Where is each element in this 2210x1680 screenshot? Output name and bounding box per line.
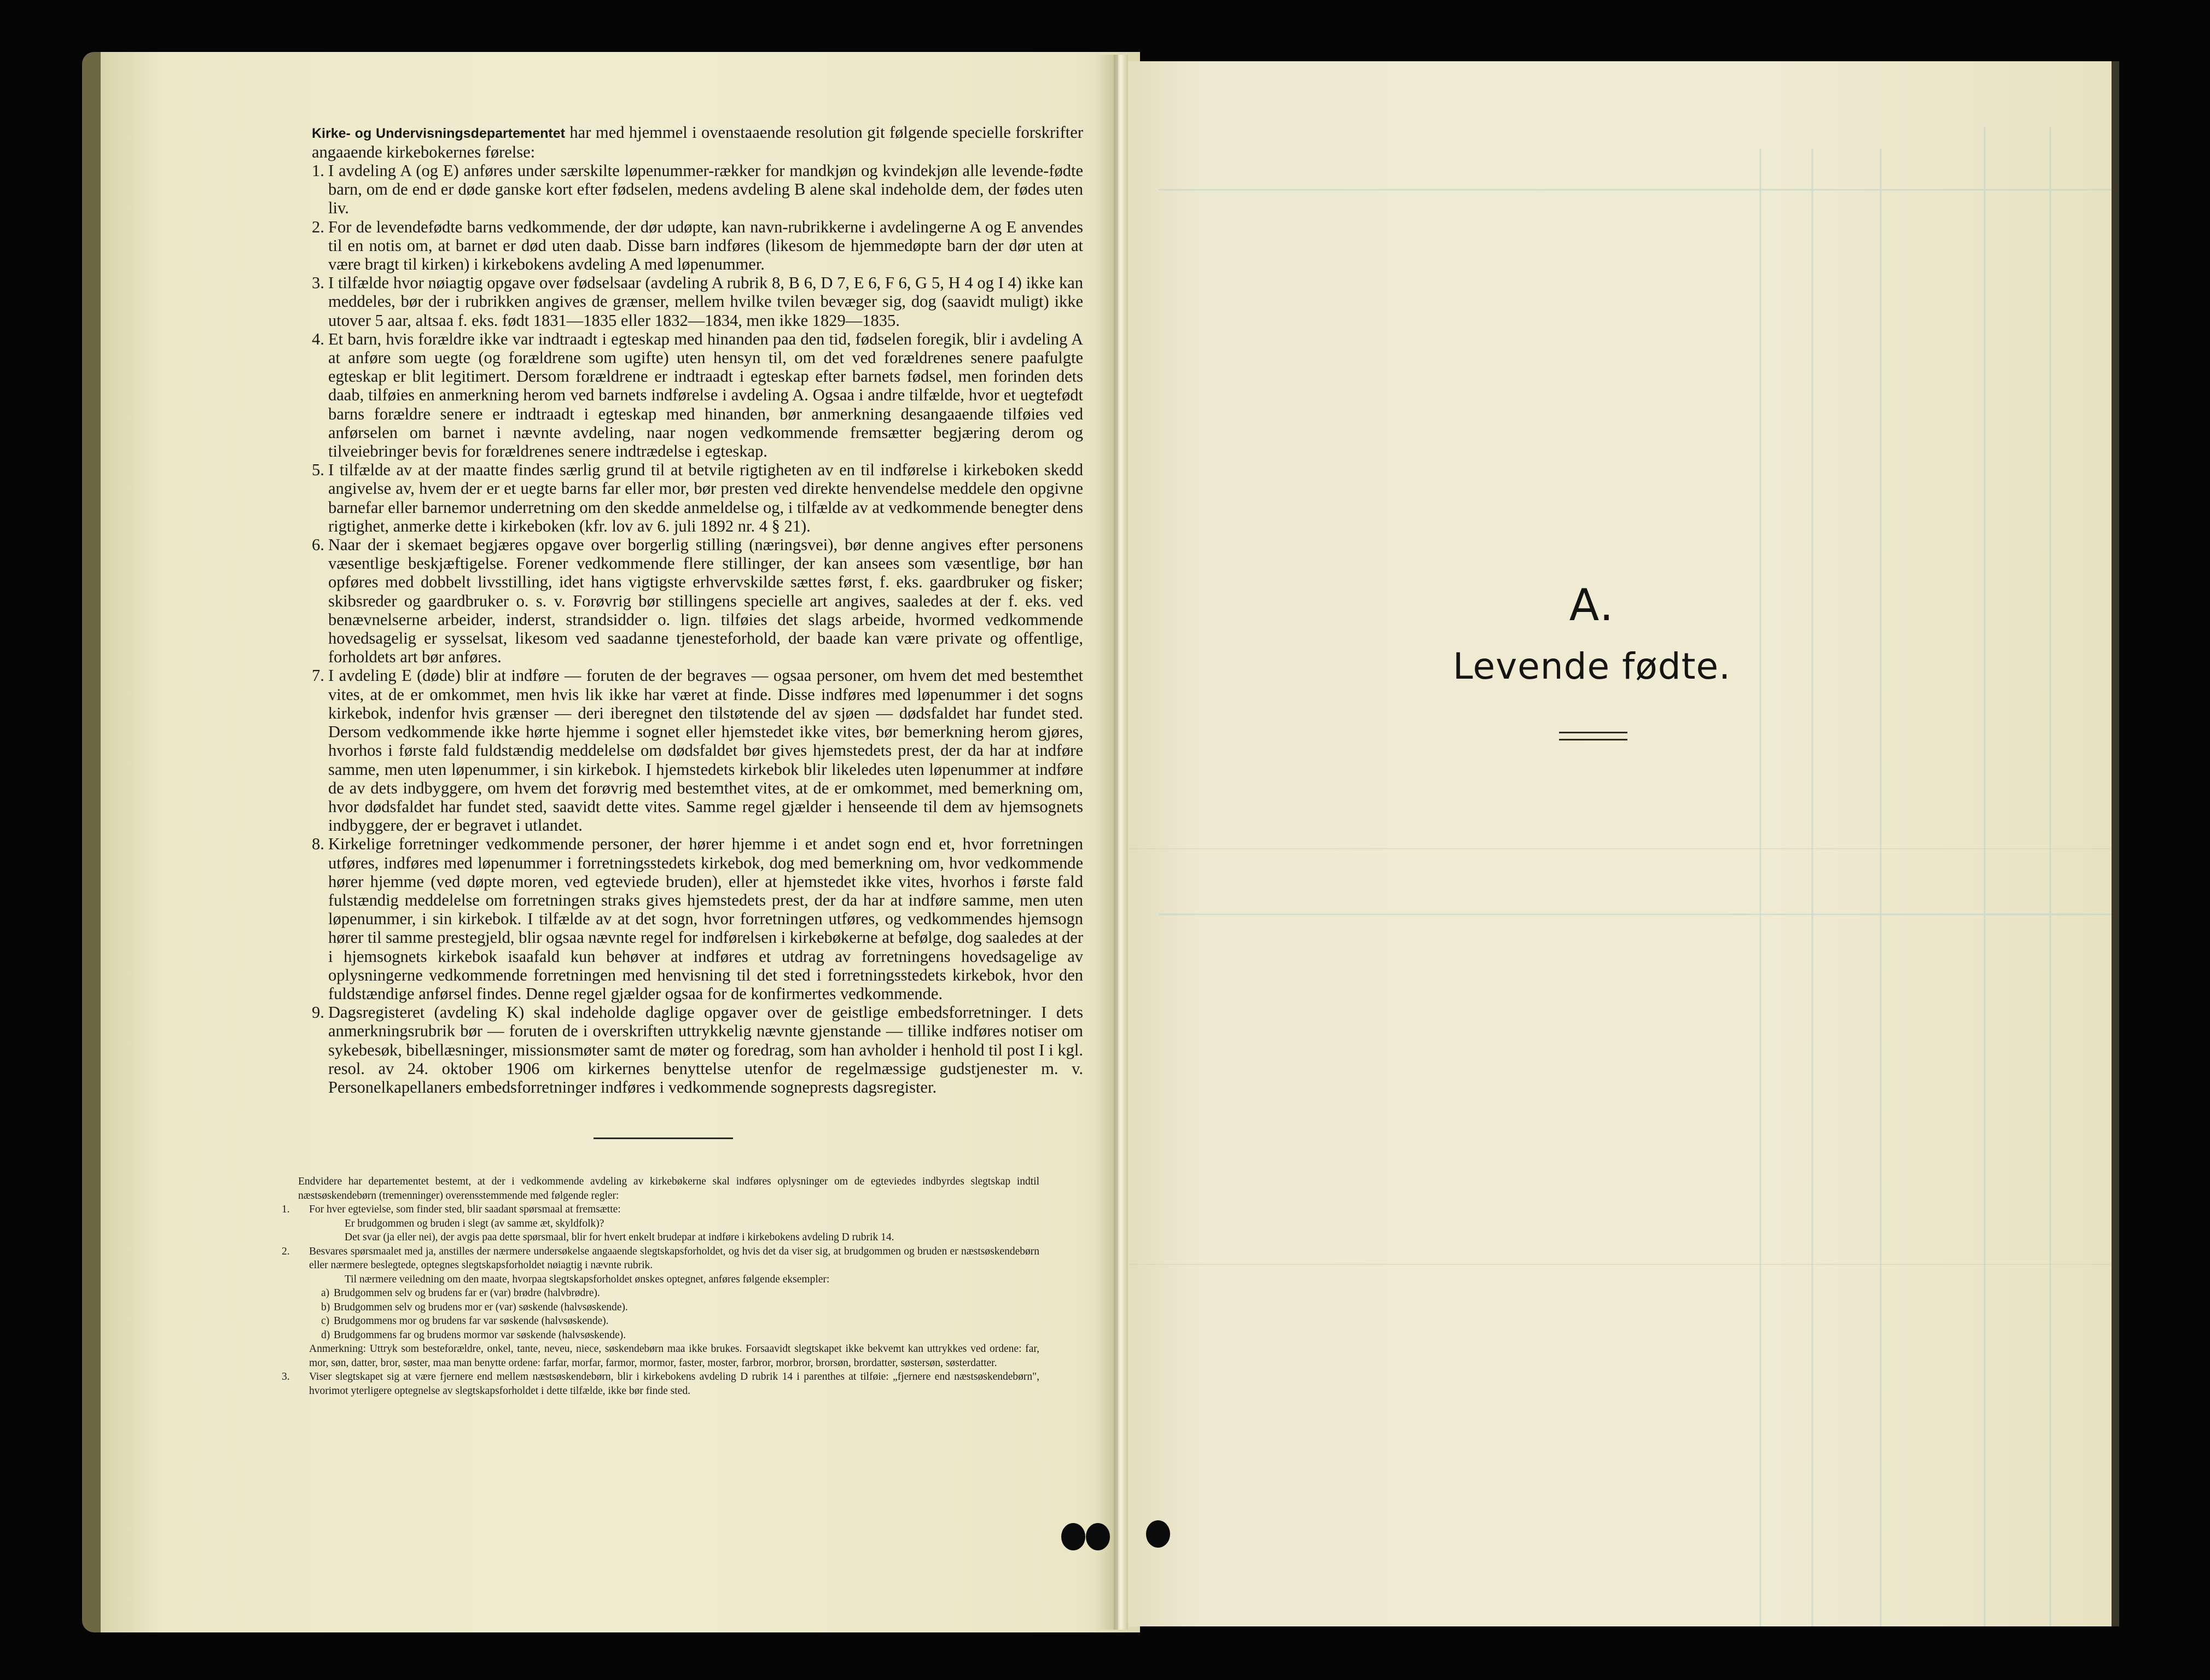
example-text: Brudgommen selv og brudens far er (var) brødre (halvbrødre). <box>334 1287 600 1299</box>
rule-text: Naar der i skemaet begjæres opgave over borgerlig stilling (næringsvei), bør denne angives efter personens væsentlige beskjæftigelse. Forener vedkommende flere stillinger, der kan ansees som væsentlige, bør han opføres med dobbelt livsstilling, idet hans vigtigste erhvervskilde sættes først, f. eks. gaardbruker og fisker; skibsreder og gaardbruker o. s. v. Forøvrig bør stillingens specielle art angives, saaledes at der f. eks. ved benævnelserne arbeider, inderst, strandsidder o. lign. tilføies det slags arbeide, hvormed vedkommende hovedsagelig er sysselsat, likesom ved saadanne tjenesteforhold, der baade kan være private og offentlige, forholdets art bør anføres. <box>328 535 1083 667</box>
kinship-example <box>282 1328 1039 1343</box>
intro-text: har med hjemmel i ovenstaaende resolution git følgende specielle forskrifter angaaende kirkebokernes førelse: <box>312 123 1083 161</box>
kinship-rule-text: Besvares spørsmaalet med ja, anstilles der nærmere undersøkelse angaaende slegtskapsforholdet, og hvis det da viser sig, at brudgommen og bruden er næstsøskendebørn eller nærmere beslegtede, optegnes slegtskapsforholdet nøiagtig i nævnte rubrik. <box>309 1245 1039 1271</box>
example-letter: d) <box>321 1329 330 1341</box>
rule-number: 1. <box>312 161 324 180</box>
regulations-block <box>213 123 1083 1096</box>
example-letter: b) <box>321 1301 330 1313</box>
example-text: Brudgommens mor og brudens far var søskende (halvsøskende). <box>334 1315 609 1327</box>
rule-item <box>213 273 1083 330</box>
kinship-question: Er brudgommen og bruden i slegt (av samme æt, skyldfolk)? <box>345 1217 604 1229</box>
rule-text: Et barn, hvis forældre ikke var indtraadt i egteskap med hinanden paa den tid, fødselen foregik, blir i avdeling A at anføre som uegte (og forældrene som ugifte) uten hensyn til, om det ved forældrenes senere paafulgte egteskap er blit legitimert. Dersom forældrene er indtraadt i egteskap efter barnets fødsel, men forinden dets daab, tilføies en anmerkning herom ved barnets indførelse i avdeling A. Ogsaa i andre tilfælde, hvor et uegtefødt barns forældre senere er indtraadt i egteskap med hinanden, bør anmerkning desangaaende tilføies ved anførselen om barnet i nævnte avdeling, naar nogen vedkommende fremsætter begjæring derom og tilveiebringer bevis for forældrenes senere indtrædelse i egteskap. <box>328 329 1083 461</box>
rule-number: 6. <box>312 535 324 555</box>
kinship-intro: Endvidere har departementet bestemt, at der i vedkommende avdeling av kirkebøkerne skal indføres oplysninger om de egteviedes indbyrdes slegtskap indtil næstsøskendebørn (tremenninger) overensstemmende med følgende regler: <box>298 1176 1039 1201</box>
rule-item <box>213 460 1083 535</box>
rule-text: Dagsregisteret (avdeling K) skal indeholde daglige opgaver over de geistlige embedsforretninger. I dets anmerkningsrubrik bør — foruten de i overskriften uttrykkelig nævnte gjenstande — tillike indføres notiser om sykebesøk, bibellæsninger, missionsmøter samt de møter og foredrag, som han avholder i henhold til post I i kgl. resol. av 24. oktober 1906 om kirkernes benyttelse utenfor de regelmæssige gudstjenester m. v. Personelkapellaners embedsforretninger indføres i vedkommende sogneprests dagsregister. <box>328 1003 1083 1096</box>
rule-item <box>213 835 1083 1003</box>
rule-number: 8. <box>312 835 324 854</box>
rule-text: I tilfælde av at der maatte findes særlig grund til at betvile rigtigheten av en til indførelse i kirkeboken skedd angivelse av, hvem der er et uegte barns far eller mor, bør presten ved direkte henvendelse meddele den opgivne barnefar eller barnemor underretning om den skedde anmeldelse og, i tilfælde av at vedkommende benegter dens rigtighet, anmerke dette i kirkeboken (kfr. lov av 6. juli 1892 nr. 4 § 21). <box>328 460 1083 535</box>
kinship-rule-3 <box>282 1370 1039 1398</box>
rule-item <box>213 161 1083 218</box>
kinship-rule-text: For hver egtevielse, som finder sted, blir saadant spørsmaal at fremsætte: <box>309 1204 621 1215</box>
rule-text: I avdeling E (døde) blir at indføre — foruten de der begraves — ogsaa personer, om hvem det med bestemthet vites, at de er omkommet, men hvis lik ikke har været at finde. Disse indføres med løpenummer i det sogns kirkebok, indenfor hvis grænser — deri iberegnet den tilstøtende del av sjøen — dødsfaldet har fundet sted. Dersom vedkommende ikke hørte hjemme i sognet eller hjemstedet ikke vites, bør bemerkning herom gjøres, hvorhos i første fald fuldstændig meddelelse om dødsfaldet bør gives hjemstedets prest, der da har at indføre samme, men uten løpenummer, i sin kirkebok. I hjemstedets kirkebok blir likeledes uten løpenummer at indføre de av dets indbyggere, om hvem det forøvrig med bestemthet vites, at de er omkommet, med bemerkning om, hvor dødsfaldet har fundet sted, saavidt dette vites. Samme regel gjælder i henseende til dem av hjemsognets indbyggere, der er begravet i utlandet. <box>328 666 1083 835</box>
rule-item <box>213 666 1083 835</box>
binding-hole <box>1146 1520 1170 1548</box>
rule-item <box>213 218 1083 274</box>
binding-hole <box>1061 1523 1085 1550</box>
kinship-example <box>282 1286 1039 1300</box>
rule-item <box>213 535 1083 666</box>
rule-number: 9. <box>312 1003 324 1022</box>
kinship-rule-number: 2. <box>282 1245 290 1257</box>
kinship-rule-number: 1. <box>282 1204 290 1215</box>
kinship-rule-1 <box>282 1203 1039 1217</box>
section-title: Levende fødte. <box>1452 645 1731 687</box>
binding-hole <box>1086 1523 1110 1550</box>
rule-number: 7. <box>312 666 324 685</box>
kinship-answer-note: Det svar (ja eller nei), der avgis paa dette spørsmaal, blir for hvert enkelt brudepar at indføre i kirkebokens avdeling D rubrik 14. <box>345 1232 894 1243</box>
rule-text: I tilfælde hvor nøiagtig opgave over fødselsaar (avdeling A rubrik 8, B 6, D 7, E 6, F 6, G 5, H 4 og I 4) ikke kan meddeles, bør der i rubrikken angives de grænser, mellem hvilke tvilen bevæger sig, dog (saavidt muligt) ikke utover 5 aar, altsaa f. eks. født 1831—1835 eller 1832—1834, men ikke 1829—1835. <box>328 273 1083 330</box>
rule-text: For de levendefødte barns vedkommende, der dør udøpte, kan navn-rubrikkerne i avdelingerne A og E anvendes til en notis om, at barnet er død uten daab. Disse barn indføres (likesom de hjemmedøpte barn der dør uten at være bragt til kirken) i kirkebokens avdeling A med løpenummer. <box>328 217 1083 274</box>
kinship-rule-2 <box>282 1245 1039 1273</box>
kinship-note: Anmerkning: Uttryk som besteforældre, onkel, tante, neveu, niece, søskendebørn maa ikke brukes. Forsaavidt slegtskapet ikke bekvemt kan uttrykkes ved ordene: far, mor, søn, datter, bror, søster, maa man benytte ordene: farfar, morfar, farmor, mormor, faster, moster, farbror, morbror, brorsøn, brordatter, søstersøn, søsterdatter. <box>309 1343 1039 1369</box>
rule-text: I avdeling A (og E) anføres under særskilte løpenummer-rækker for mandkjøn og kvindekjøn alle levende-fødte barn, om de end er døde ganske kort efter fødselen, medens avdeling B alene skal indeholde dem, der fødes uten liv. <box>328 161 1083 218</box>
kinship-example <box>282 1300 1039 1315</box>
kinship-rule-text: Viser slegtskapet sig at være fjernere end mellem næstsøskendebørn, blir i kirkebokens avdeling D rubrik 14 i parenthes at tilføie: „fjernere end næstsøskendebørn", hvorimot yterligere optegnelse av slegtskapsforholdet i dette tilfælde, ikke bør finde sted. <box>309 1371 1039 1397</box>
kinship-rule-number: 3. <box>282 1371 290 1382</box>
rule-item <box>213 1003 1083 1096</box>
kinship-example <box>282 1314 1039 1328</box>
example-letter: a) <box>321 1287 330 1299</box>
gutter-shadow <box>1096 55 1118 1630</box>
example-text: Brudgommen selv og brudens mor er (var) søskende (halvsøskende). <box>334 1301 628 1313</box>
rule-number: 3. <box>312 273 324 293</box>
section-divider <box>594 1138 733 1139</box>
section-letter: A. <box>1569 580 1615 631</box>
rule-item <box>213 330 1083 460</box>
right-page <box>1126 61 2119 1626</box>
example-text: Brudgommens far og brudens mormor var søskende (halvsøskende). <box>334 1329 626 1341</box>
kinship-rules-block <box>282 1175 1039 1398</box>
example-letter: c) <box>321 1315 330 1327</box>
regulations-intro <box>312 123 1083 161</box>
rule-number: 5. <box>312 460 324 480</box>
rule-number: 4. <box>312 329 324 348</box>
rule-text: Kirkelige forretninger vedkommende personer, der hører hjemme i et andet sogn end et, hvor forretningen utføres, indføres med løpenummer i forretningsstedets kirkebok, dog med bemerkning om, hvor vedkommende hører hjemme (ved døpte moren, ved egteviede bruden), eller at hjemstedet ikke vites, hvorhos i første fald fulstændig meddelelse om forretningen straks gives hjemstedets prest, der da har at indføre samme, men uten løpenummer, i sin kirkebok. I tilfælde av at det sogn, hvor forretningen utføres, og vedkommendes hjemsogn hører til samme prestegjeld, blir ogsaa nævnte regel for indførelsen i kirkebøkerne at befølge, dog saaledes at der i hjemsognets kirkebok isaafald kun behøver at indføres et utdrag av forretningens hovedsagelige av oplysningerne vedkommende forretningen med henvisning til det sted i forretningsstedets kirkebok, hvor den fuldstændige anførsel findes. Denne regel gjælder ogsaa for de konfirmertes vedkommende. <box>328 835 1083 1003</box>
title-double-rule <box>1559 732 1627 740</box>
regulations-list <box>213 161 1083 1096</box>
kinship-guidance: Til nærmere veiledning om den maate, hvorpaa slegtskapsforholdet ønskes optegnet, anføres følgende eksempler: <box>345 1273 830 1285</box>
rule-number: 2. <box>312 217 324 236</box>
department-name: Kirke- og Undervisningsdepartementet <box>312 126 565 141</box>
